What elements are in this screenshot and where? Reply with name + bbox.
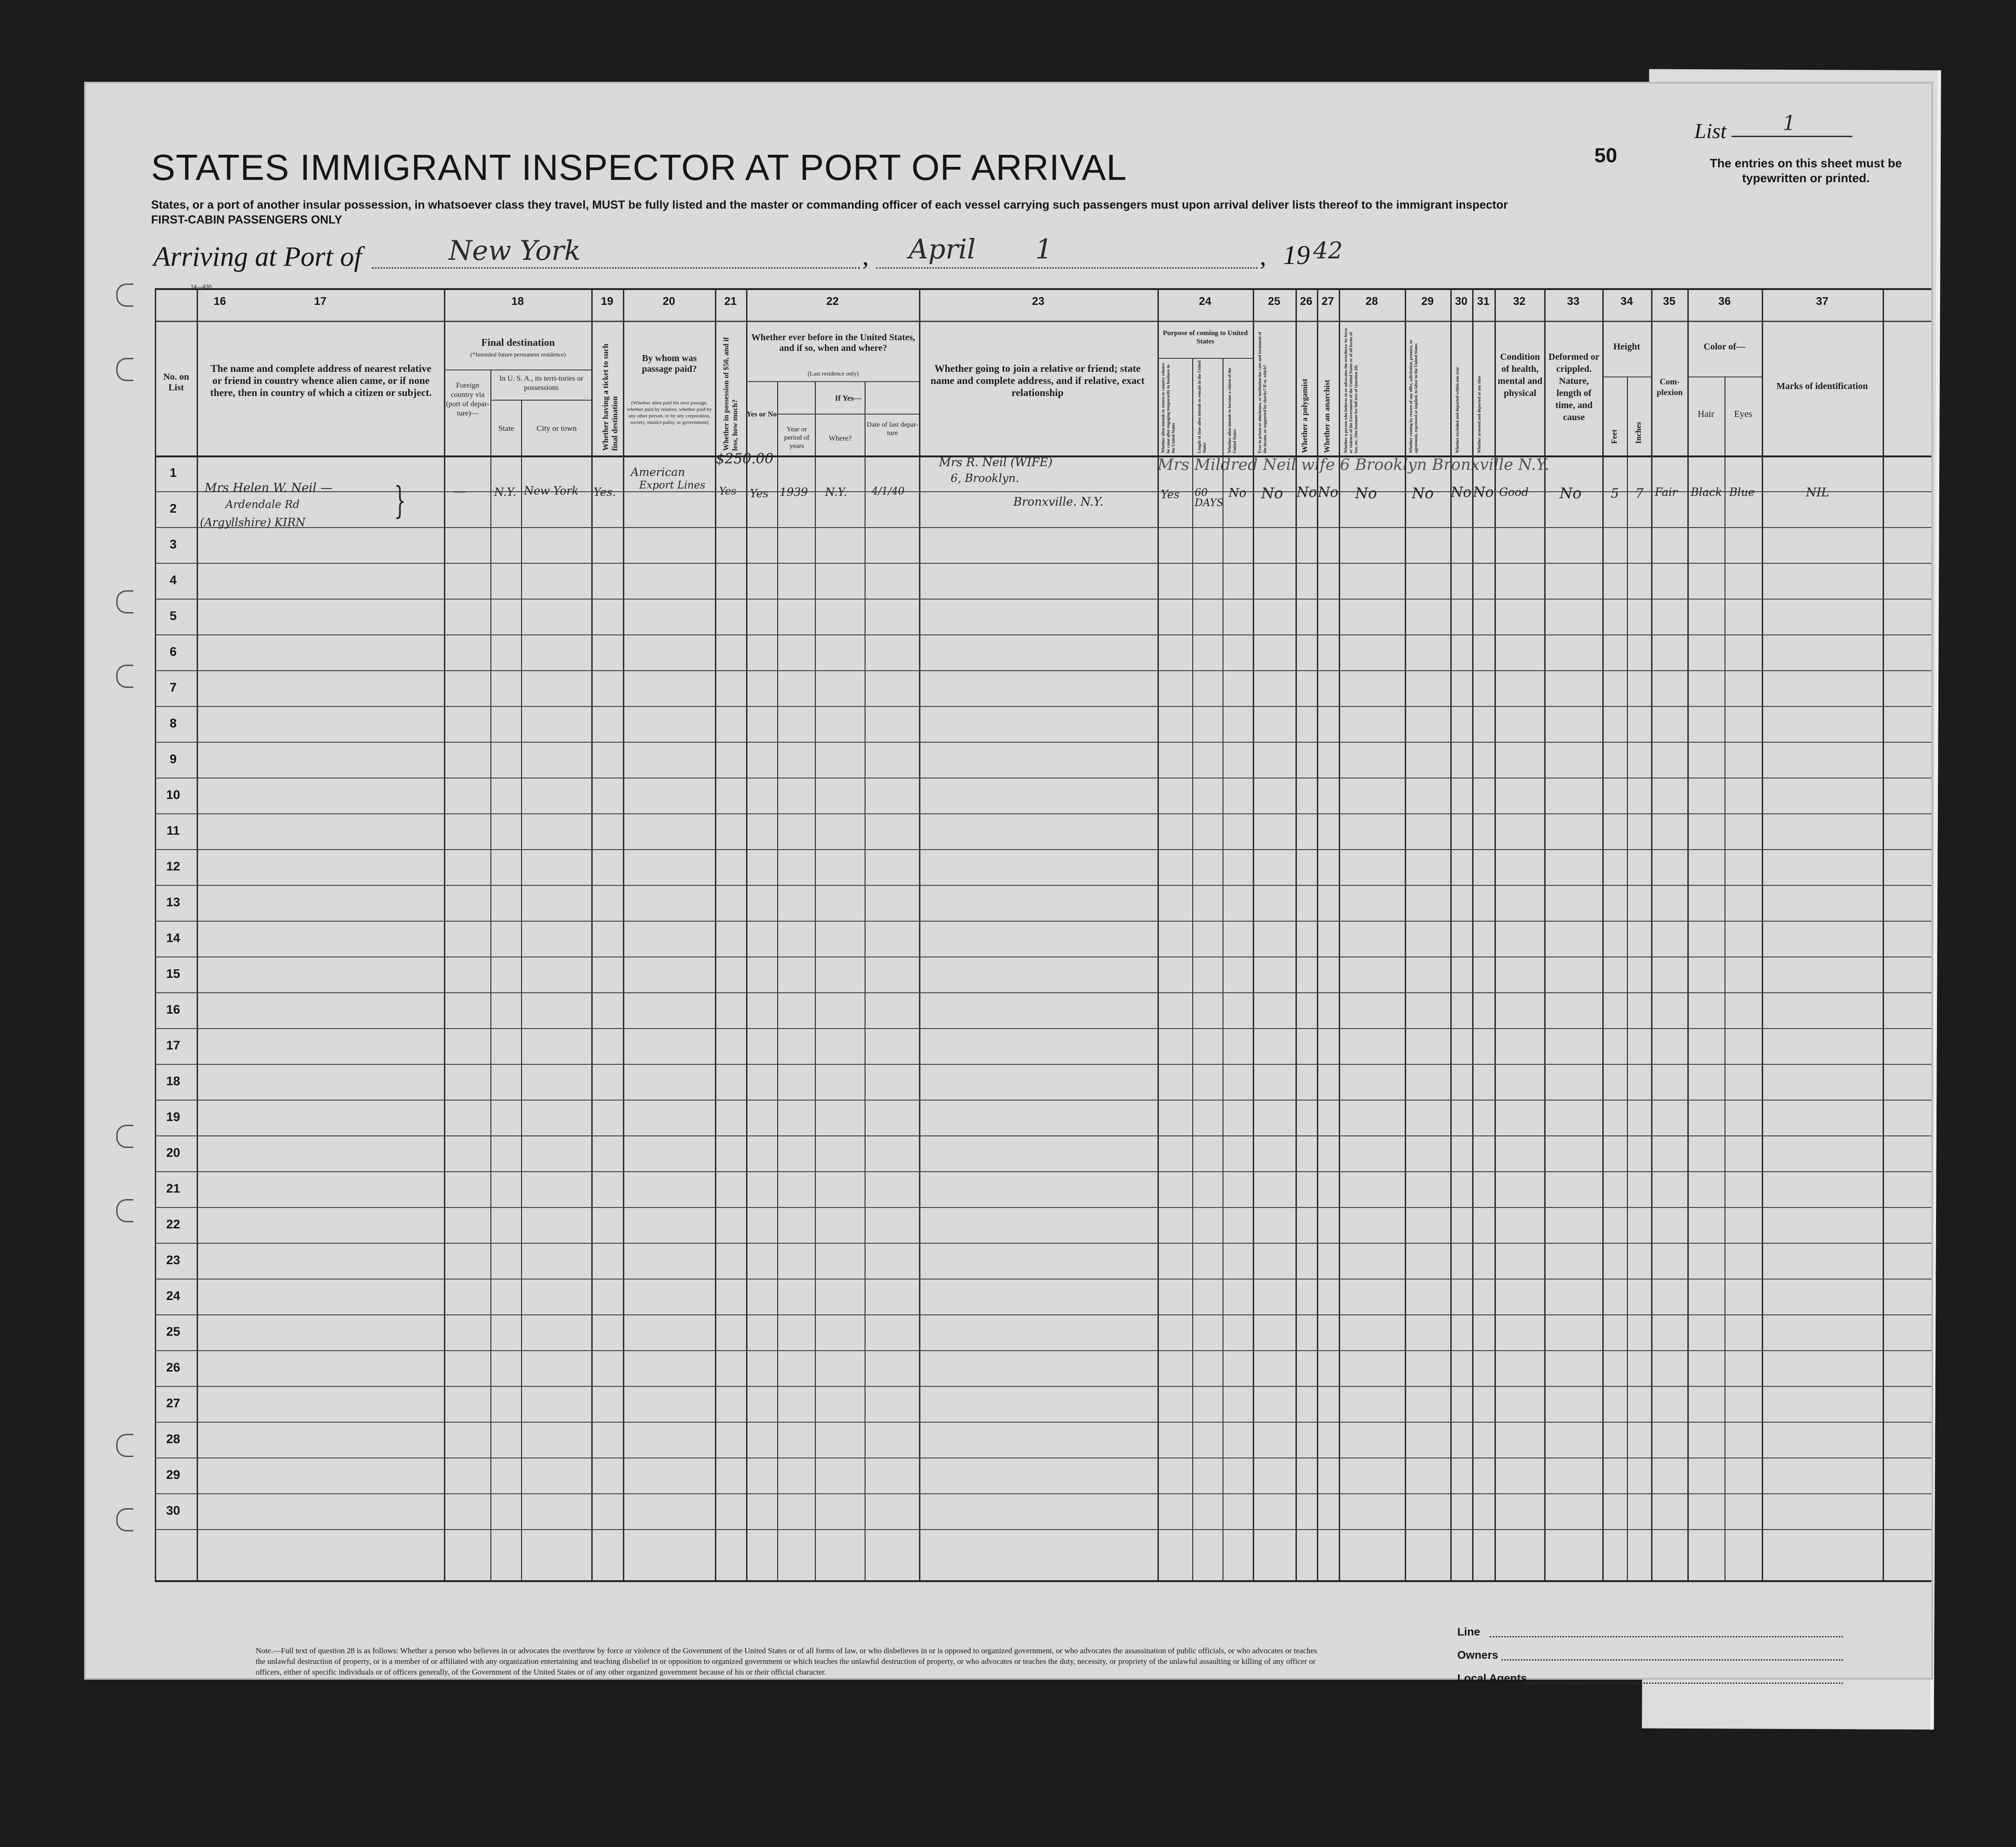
entry-anarchist: No (1318, 484, 1339, 501)
row-number: 10 (166, 788, 180, 802)
entry-passage-line2: Export Lines (639, 480, 706, 491)
header-contract-labor: Whether coming by reason of any offer, solicitation, promise, or agreement, expressed or implied, to labor in the United States (1408, 340, 1418, 453)
entry-join-line1: Mrs R. Neil (WIFE) (939, 455, 1053, 469)
header-yes-or-no: Yes or No (746, 410, 777, 418)
table-top-border (155, 288, 1931, 290)
owners-field (1501, 1659, 1843, 1661)
col-number: 27 (1322, 295, 1334, 308)
entry-purpose-b: 60 DAYS (1195, 487, 1224, 509)
sub-header-line (1687, 376, 1762, 377)
header-complexion: Com-plexion (1656, 377, 1683, 397)
row-line (155, 1422, 1931, 1423)
row-line (155, 1135, 1931, 1136)
col-number: 30 (1455, 295, 1467, 308)
comma: , (1260, 242, 1266, 271)
class-label: FIRST-CABIN PASSENGERS ONLY (151, 213, 343, 226)
col-number: 23 (1032, 295, 1044, 308)
row-number: 9 (169, 752, 177, 766)
sub-header-line (746, 381, 919, 382)
sub-header-line (777, 414, 919, 415)
row-number: 6 (169, 645, 177, 659)
port-value: New York (449, 235, 581, 266)
entry-inches: 7 (1635, 486, 1644, 501)
table-bottom-border (155, 1580, 1931, 1582)
entry-deformed: No (1560, 484, 1582, 502)
col-number: 18 (511, 295, 524, 308)
agents-label: Local Agents (1457, 1672, 1527, 1685)
entry-city: New York (524, 484, 579, 497)
row-line (155, 599, 1931, 600)
header-passage-paid-note: (Whether alien paid his own passage, whether paid by relative, whether paid by any other person, or by any corporation, society, munici-pality, or government) (627, 400, 712, 425)
owners-label: Owners (1457, 1649, 1499, 1662)
row-line (155, 670, 1931, 671)
header-color-of: Color of— (1703, 342, 1746, 352)
colnum-divider (155, 321, 1931, 322)
row-number: 30 (166, 1504, 180, 1517)
row-number: 18 (166, 1074, 180, 1088)
header-marks: Marks of identification (1776, 381, 1868, 391)
row-number: 27 (166, 1396, 180, 1410)
entry-feet: 5 (1611, 486, 1619, 501)
row-number: 5 (169, 609, 177, 623)
row-line (155, 634, 1931, 635)
row-number: 16 (166, 1003, 180, 1016)
row-number: 11 (166, 824, 180, 838)
row-number: 28 (166, 1432, 180, 1446)
row-line (155, 527, 1931, 528)
col-number: 17 (314, 295, 327, 308)
list-value: 1 (1783, 112, 1796, 135)
header-purpose-a: Whether alien intends to return to country whence he came after engaging temporarily in business in the United States (1161, 363, 1176, 453)
row-line (155, 1350, 1931, 1351)
col-number: 34 (1620, 295, 1633, 308)
header-no-on-list: No. on List (163, 372, 189, 393)
sub-header-line (490, 400, 591, 401)
comma: , (862, 242, 869, 271)
header-polygamist: Whether a polygamist (1300, 378, 1309, 453)
header-overthrow: Whether a person who believes in or advocates the overthrow by force or violence of the Government of the United States or of all forms of law, etc. (See footnote for full text of Question 28) (1343, 328, 1358, 453)
entry-contract: No (1412, 484, 1434, 502)
entry-purpose-c: No (1229, 486, 1247, 500)
header-year-or-period: Year or period of years (784, 426, 810, 450)
entry-relative-line1: Mrs Helen W. Neil — (205, 481, 333, 495)
entry-complexion: Fair (1655, 486, 1678, 499)
entry-prison: No (1261, 484, 1283, 502)
header-hair: Hair (1698, 409, 1714, 419)
header-possession-50: Whether in possession of $50, and if less, how much? (722, 337, 739, 451)
row-line (155, 706, 1931, 707)
entry-overwrite: Mrs Mildred Neil wife 6 Brooklyn Bronxville N.Y. (1157, 455, 1550, 474)
col-line (777, 381, 778, 1580)
date-line (876, 267, 1257, 269)
entry-arrested: No (1473, 484, 1494, 501)
row-line (155, 1100, 1931, 1101)
row-line (155, 742, 1931, 743)
row-number: 23 (166, 1253, 180, 1267)
row-line (155, 1279, 1931, 1280)
row-line (155, 1064, 1931, 1065)
footnote: Note.—Full text of question 28 is as follows: Whether a person who believes in or advocates the overthrow by force or violence of the Government of the United States or of all forms of law, or who disbelieves in or is opposed to organized government, or who advocates the assassination of public officials, or who advocates or teaches the unlawful destruction of property, or is a member of or affiliated with any organization entertaining and teaching disbelief in or opposition to organized government or which teaches the unlawful destruction of property, or who advocates or teaches the duty, necessity, or propriety of the unlawful assaulting or killing of any officer or officers, either of specific individuals or of officers generally, of the Government of the United States or of any other organized government because of his or their official character. (256, 1646, 1317, 1676)
row-number: 15 (166, 967, 180, 981)
header-nearest-relative: The name and complete address of nearest relative or friend in country whence alien came, or if none there, then in country of which a citizen or subject. (210, 363, 432, 398)
header-passage-paid: By whom was passage paid? (641, 353, 697, 374)
binder-hole-icon (116, 1199, 133, 1222)
entry-foreign-country: — (453, 483, 466, 499)
header-ticket: Whether having a ticket to such final destination (601, 343, 619, 451)
binder-hole-icon (116, 284, 133, 307)
row-number: 1 (169, 466, 177, 480)
col-line (521, 400, 522, 1580)
col-number: 26 (1300, 295, 1313, 308)
sub-header-line (1157, 358, 1253, 359)
entry-last-departure: 4/1/40 (872, 486, 905, 497)
header-ever-before: Whether ever before in the United States, and if so, when and where? (751, 332, 915, 353)
line-label: Line (1457, 1626, 1481, 1638)
binder-hole-icon (116, 1434, 133, 1457)
col-line (1192, 358, 1193, 1580)
row-number: 17 (166, 1038, 180, 1052)
subtitle (151, 198, 1685, 227)
header-anarchist: Whether an anarchist (1322, 379, 1331, 453)
entry-ticket: Yes. (594, 486, 616, 499)
row-number: 29 (166, 1468, 180, 1482)
header-deformed: Deformed or crippled. Nature, length of time, and cause (1548, 352, 1600, 422)
row-number: 19 (166, 1110, 180, 1124)
entry-where: N.Y. (825, 486, 847, 499)
row-number: 22 (166, 1217, 180, 1231)
header-arrested: Whether arrested and deported at any time (1477, 376, 1481, 453)
form-code: 14—430 (1067, 1700, 1090, 1707)
entries-note: The entries on this sheet must be typewritten or printed. (1710, 156, 1902, 185)
row-line (155, 885, 1931, 886)
page-title: STATES IMMIGRANT INSPECTOR AT PORT OF ARRIVAL (151, 147, 1127, 188)
row-number: 25 (166, 1325, 180, 1339)
col-number: 33 (1567, 295, 1580, 308)
sub-header-line (444, 369, 591, 370)
header-purpose-c: Whether alien intends to become a citizen of the United States (1227, 368, 1237, 453)
header-purpose: Purpose of coming to United States (1163, 330, 1248, 345)
row-line (155, 1386, 1931, 1387)
entry-year: 1939 (780, 486, 808, 499)
header-condition-health: Condition of health, mental and physical (1497, 352, 1543, 398)
entry-eyes: Blue (1729, 486, 1755, 499)
col-number: 35 (1663, 295, 1676, 308)
header-ever-before-note: (Last residence only) (807, 370, 859, 377)
entry-health: Good (1499, 486, 1529, 499)
entry-relative-line2: Ardendale Rd (225, 499, 300, 511)
row-number: 14 (166, 931, 180, 945)
entry-excluded: No (1451, 484, 1472, 501)
entry-join-line3: Bronxville. N.Y. (1013, 495, 1104, 508)
entry-polygamist: No (1296, 484, 1317, 501)
col-number: 25 (1268, 295, 1281, 308)
col-number: 22 (826, 295, 839, 308)
date-value: April 1 (909, 233, 1053, 265)
header-feet: Feet (1610, 429, 1619, 444)
binder-hole-icon (116, 590, 133, 613)
agents-field (1527, 1682, 1843, 1684)
row-number: 4 (169, 573, 177, 587)
entry-possession: $250.00 (716, 451, 774, 467)
col-number: 20 (662, 295, 675, 308)
entry-possession-yes: Yes (719, 486, 736, 497)
col-line (1627, 376, 1628, 1580)
manifest-sheet (86, 84, 1931, 1707)
col-number: 16 (213, 295, 226, 308)
header-city: City or town (536, 424, 577, 433)
header-purpose-b: Length of time alien intends to remain in the United States (1197, 360, 1207, 453)
row-line (155, 956, 1931, 957)
year-prefix: 19 (1283, 240, 1310, 270)
header-final-destination: Final destination (481, 336, 555, 348)
header-foreign-country: Foreign country via (port of depar-ture)— (446, 382, 489, 417)
entry-relative-bracket: } (394, 479, 406, 522)
col-line (490, 369, 491, 1580)
entry-state: N.Y. (494, 486, 516, 499)
row-number: 12 (166, 859, 180, 873)
header-in-usa: In U. S. A., its terri-tories or possessions (499, 375, 583, 392)
row-line (155, 921, 1931, 922)
header-last-departure: Date of last depar-ture (866, 421, 919, 437)
row-line (155, 992, 1931, 993)
row-number: 24 (166, 1289, 180, 1303)
header-where: Where? (828, 435, 852, 442)
col-number: 32 (1513, 295, 1526, 308)
row-number: 2 (169, 501, 177, 515)
col-number: 28 (1365, 295, 1378, 308)
col-number: 37 (1816, 295, 1829, 308)
entry-relative-line3: (Argyllshire) KIRN (200, 516, 306, 529)
page-number: 50 (1594, 144, 1617, 167)
binder-hole-icon (116, 358, 133, 381)
port-line (372, 267, 860, 269)
row-number: 3 (169, 537, 177, 551)
col-line (865, 381, 866, 1580)
header-state: State (498, 424, 514, 433)
entry-ever-before: Yes (750, 487, 769, 500)
line-field (1490, 1636, 1843, 1637)
header-inches: Inches (1634, 422, 1643, 444)
entry-hair: Black (1691, 486, 1722, 499)
row-line (155, 1529, 1931, 1530)
col-number: 31 (1477, 295, 1490, 308)
subtitle-text: States, or a port of another insular possession, in whatsoever class they travel, MUST be fully listed and the master or commanding officer of each vessel carrying such passengers must upon arrival deliver lists thereof to the immigrant inspector (151, 198, 1508, 211)
row-number: 21 (166, 1181, 180, 1195)
row-number: 20 (166, 1146, 180, 1160)
row-line (155, 1171, 1931, 1172)
list-label: List (1694, 119, 1727, 143)
entry-join-line2: 6, Brooklyn. (951, 472, 1019, 485)
row-line (155, 563, 1931, 564)
header-if-yes: If Yes— (835, 394, 862, 402)
col-number: 21 (724, 295, 737, 308)
sub-header-line (1602, 376, 1651, 377)
entry-passage-line1: American (631, 466, 685, 479)
list-value-line (1732, 136, 1852, 137)
entry-purpose-a: Yes (1161, 488, 1180, 501)
header-eyes: Eyes (1734, 409, 1752, 419)
header-excluded: Whether excluded and deported within one year (1455, 367, 1460, 453)
row-line (155, 813, 1931, 814)
col-number: 19 (601, 295, 614, 308)
row-line (155, 1314, 1931, 1315)
form-code-top: 14—430 (191, 284, 212, 290)
row-line (155, 849, 1931, 850)
row-number: 13 (166, 895, 180, 909)
row-line (155, 1243, 1931, 1244)
header-prison: Ever in prison or almshouse, or institution for care and treatment of the insane, or supported by charity? If so, which? (1257, 332, 1267, 453)
entry-overthrow: No (1355, 484, 1377, 502)
row-number: 26 (166, 1360, 180, 1374)
header-join-relative: Whether going to join a relative or friend; state name and complete address, and if relative, exact relationship (930, 363, 1145, 398)
year-suffix: 42 (1313, 237, 1343, 264)
header-final-destination-note: (*Intended future permanent residence) (470, 351, 566, 358)
binder-hole-icon (116, 1508, 133, 1531)
col-number: 24 (1199, 295, 1211, 308)
header-height: Height (1613, 342, 1640, 352)
row-number: 7 (169, 680, 177, 694)
row-number: 8 (169, 716, 177, 730)
binder-hole-icon (116, 665, 133, 688)
row-line (155, 1493, 1931, 1494)
row-line (155, 1207, 1931, 1208)
col-number: 29 (1421, 295, 1434, 308)
arriving-label: Arriving at Port of (153, 241, 362, 272)
col-line (815, 381, 816, 1580)
entry-marks: NIL (1806, 486, 1830, 500)
binder-hole-icon (116, 1125, 133, 1148)
col-number: 36 (1718, 295, 1731, 308)
row-line (155, 1028, 1931, 1029)
